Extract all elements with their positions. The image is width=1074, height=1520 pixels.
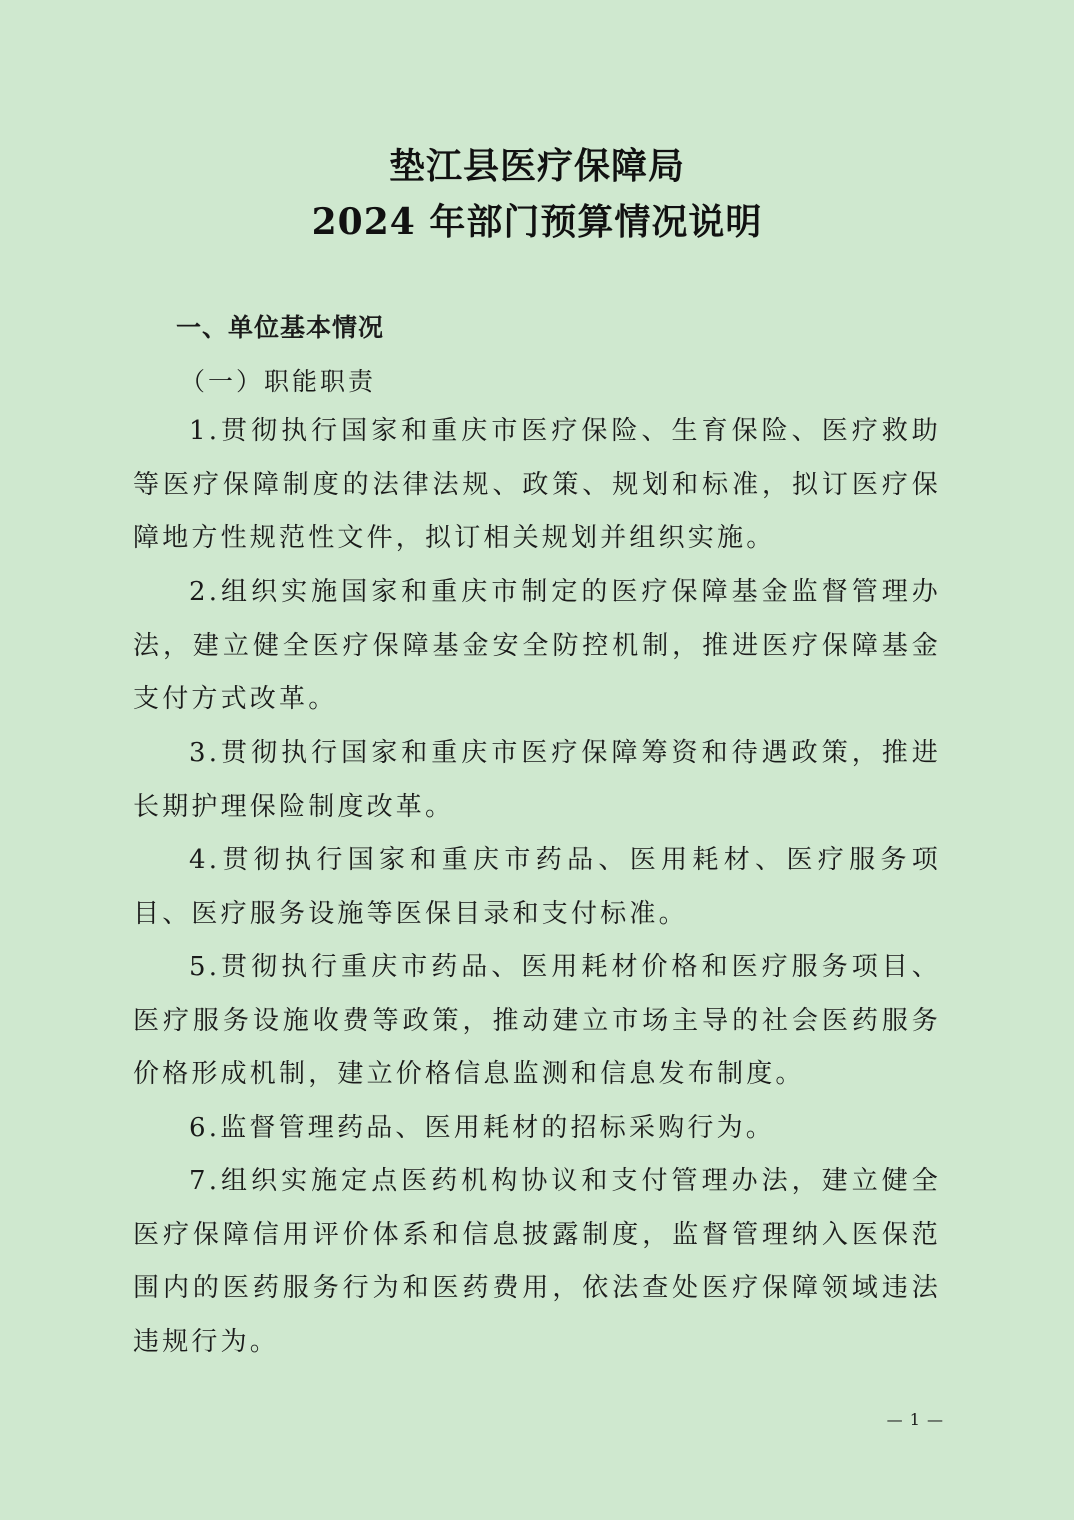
paragraph-item-1: 1.贯彻执行国家和重庆市医疗保险、生育保险、医疗救助等医疗保障制度的法律法规、政策、规划和标准，拟订医疗保障地方性规范性文件，拟订相关规划并组织实施。 (133, 416, 941, 553)
paragraph-item-7: 7.组织实施定点医药机构协议和支付管理办法，建立健全医疗保障信用评价体系和信息披露制度，监督管理纳入医保范围内的医药服务行为和医药费用，依法查处医疗保障领域违法违规行为。 (133, 1166, 941, 1357)
paragraph-item-5: 5.贯彻执行重庆市药品、医用耗材价格和医疗服务项目、医疗服务设施收费等政策，推动建立市场主导的社会医药服务价格形成机制，建立价格信息监测和信息发布制度。 (133, 952, 941, 1089)
document-title-line-2: 2024 年部门预算情况说明 (311, 201, 763, 243)
page-number: — 1 — (886, 1410, 944, 1429)
paragraph-item-4: 4.贯彻执行国家和重庆市药品、医用耗材、医疗服务项目、医疗服务设施等医保目录和支付标准。 (133, 845, 941, 929)
document-title-line-1: 垫江县医疗保障局 (388, 145, 685, 187)
paragraph-item-2: 2.组织实施国家和重庆市制定的医疗保障基金监督管理办法，建立健全医疗保障基金安全防控机制，推进医疗保障基金支付方式改革。 (133, 577, 941, 714)
subsection-heading-functions: （一）职能职责 (180, 367, 377, 396)
paragraph-item-6: 6.监督管理药品、医用耗材的招标采购行为。 (189, 1113, 776, 1143)
paragraph-item-3: 3.贯彻执行国家和重庆市医疗保障筹资和待遇政策，推进长期护理保险制度改革。 (133, 738, 941, 822)
section-heading-basic-info: 一、单位基本情况 (176, 313, 385, 342)
